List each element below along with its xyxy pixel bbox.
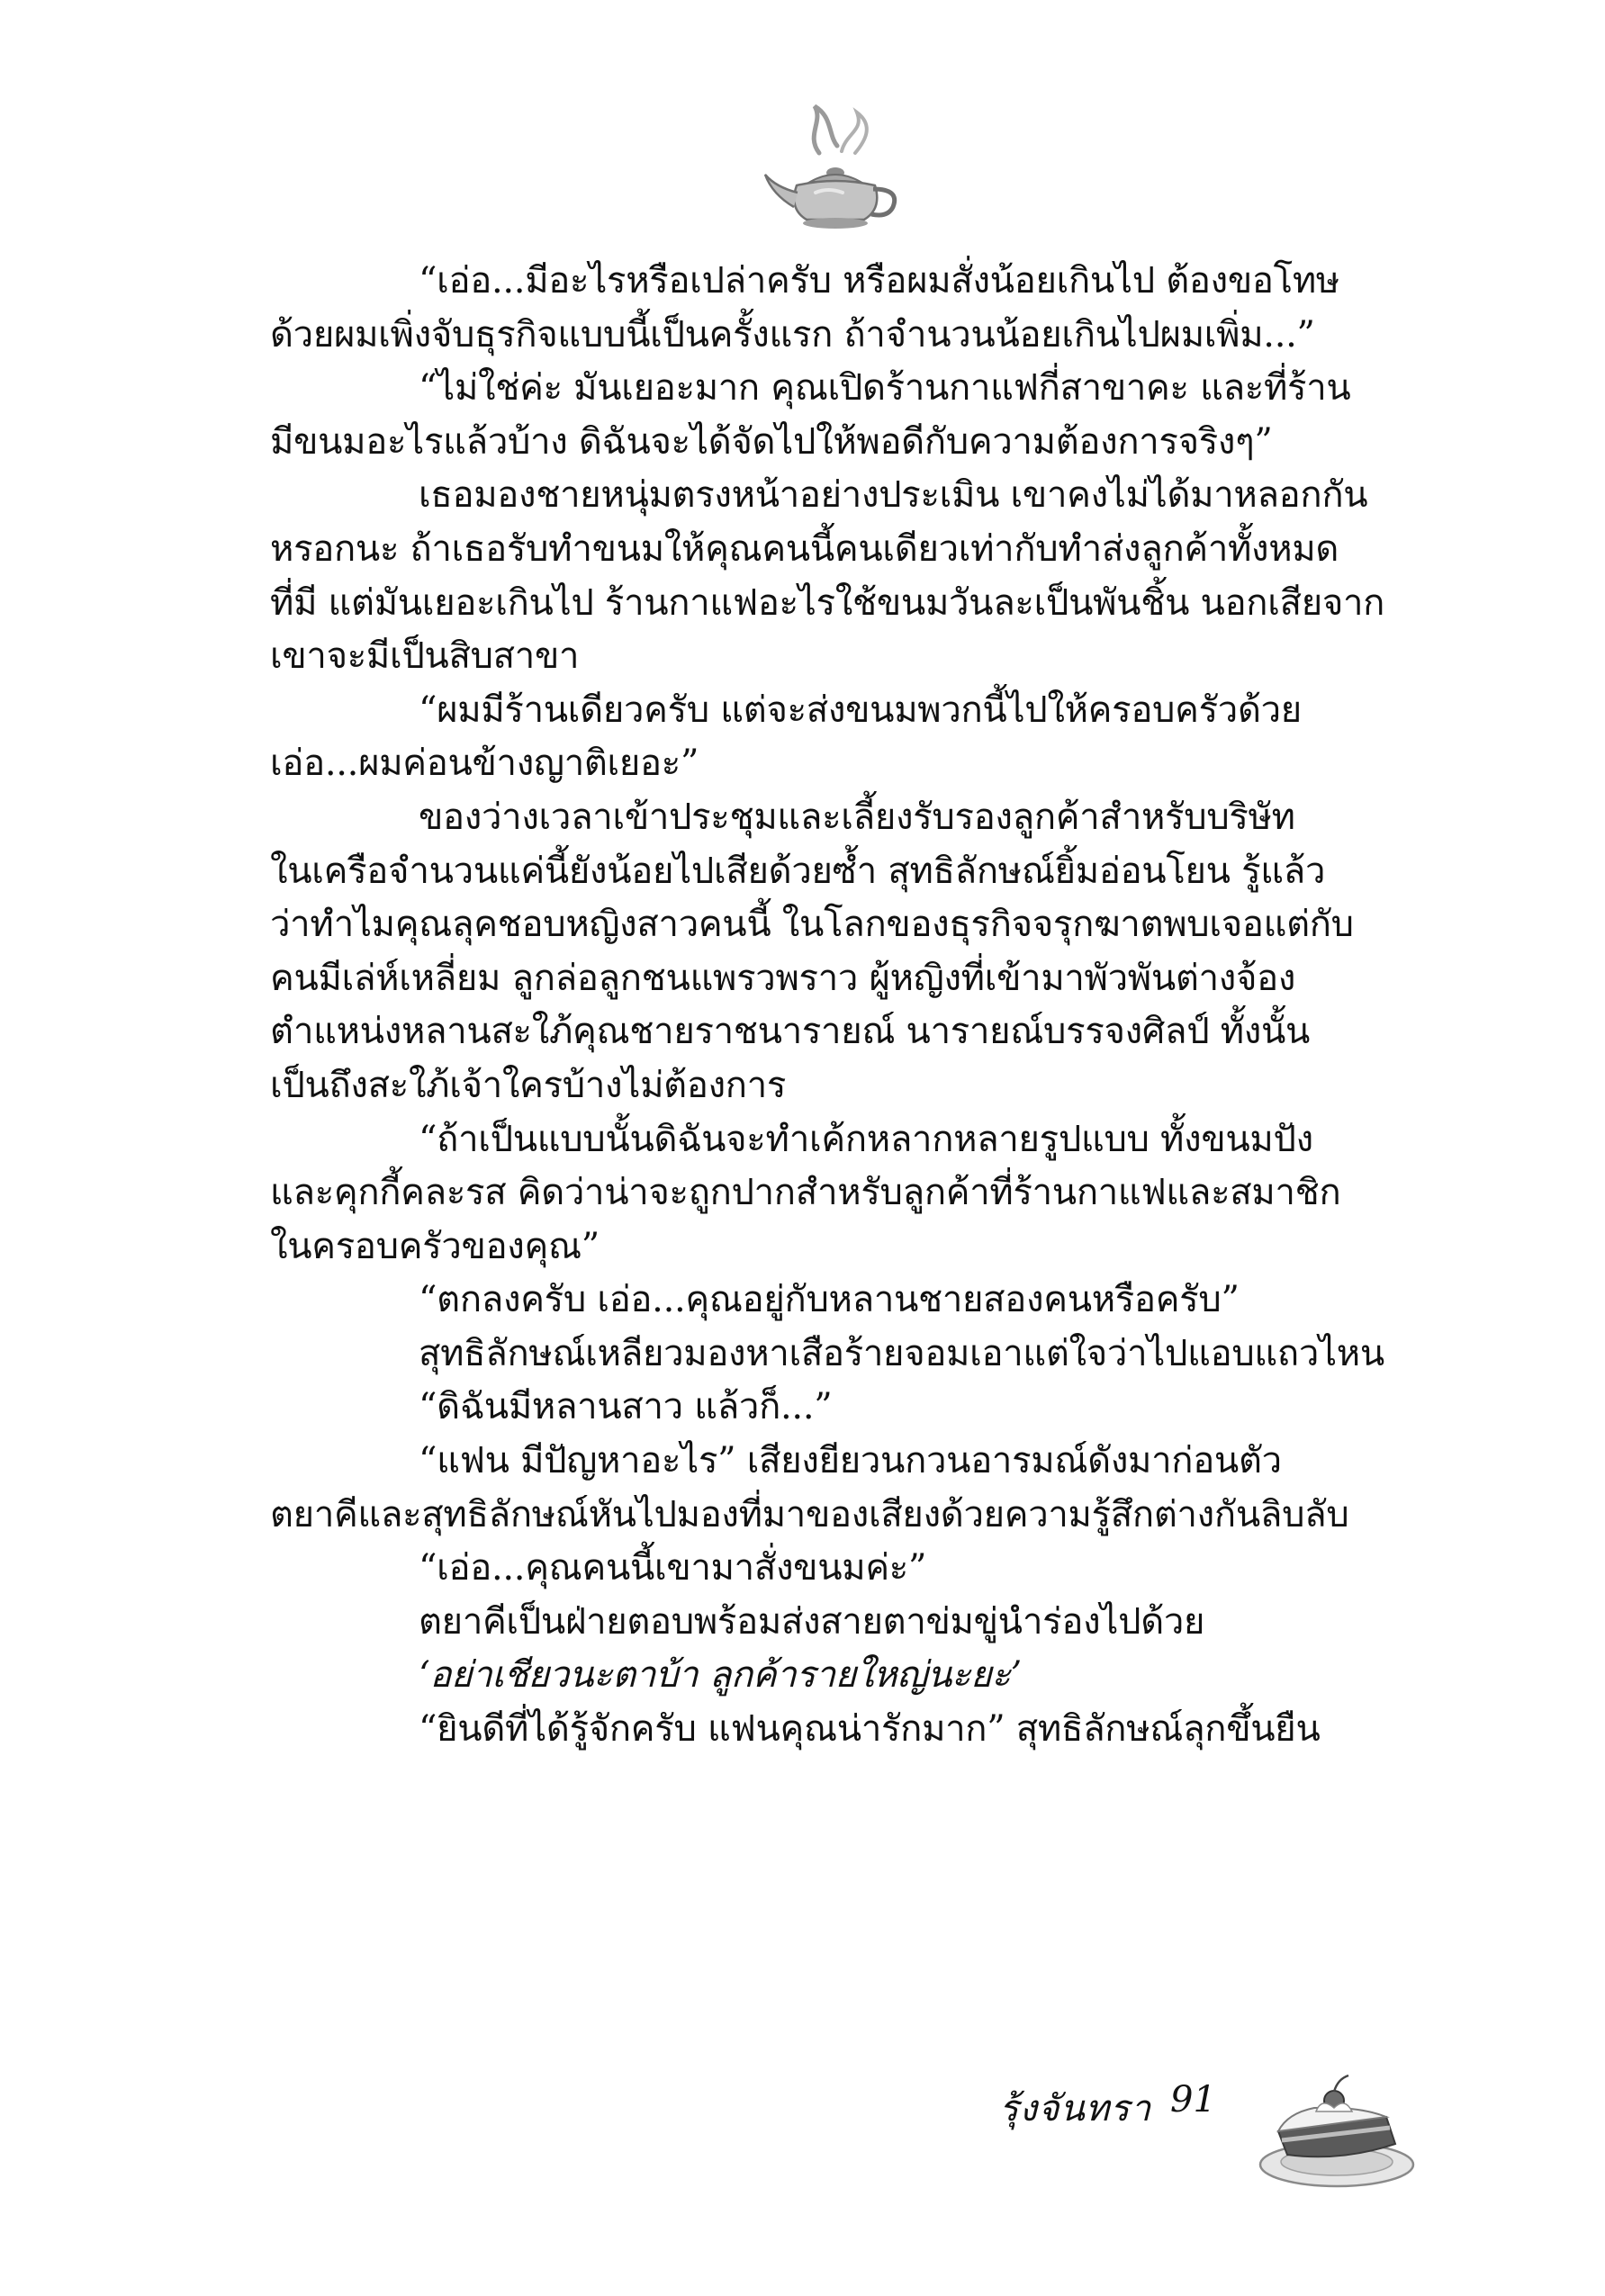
paragraph-line: ด้วยผมเพิ่งจับธุรกิจแบบนี้เป็นครั้งแรก ถ้าจำนวนน้อยเกินไปผมเพิ่ม...” [270, 313, 1315, 356]
paragraph-first-line: สุทธิลักษณ์เหลียวมองหาเสือร้ายจอมเอาแต่ใจว่าไปแอบแถวไหน [419, 1332, 1384, 1374]
paragraph-first-line: ‘อย่าเชียวนะตาบ้า ลูกค้ารายใหญ่นะยะ’ [419, 1654, 1022, 1697]
paragraph-first-line: “เอ่อ...คุณคนนี้เขามาสั่งขนมค่ะ” [419, 1547, 927, 1589]
paragraph-first-line: “ถ้าเป็นแบบนั้นดิฉันจะทำเค้กหลากหลายรูปแบบ ทั้งขนมปัง [419, 1118, 1313, 1160]
paragraph-first-line: “แฟน มีปัญหาอะไร” เสียงยียวนกวนอารมณ์ดังมาก่อนตัว [419, 1440, 1282, 1482]
body-text [270, 255, 1395, 1757]
teapot-ornament-icon [756, 99, 909, 234]
paragraph-line: หรอกนะ ถ้าเธอรับทำขนมให้คุณคนนี้คนเดียวเท่ากับทำส่งลูกค้าทั้งหมด [270, 527, 1339, 570]
paragraph-first-line: “ยินดีที่ได้รู้จักครับ แฟนคุณน่ารักมาก” สุทธิลักษณ์ลุกขึ้นยืน [419, 1708, 1321, 1751]
paragraph-line: ในเครือจำนวนแค่นี้ยังน้อยไปเสียด้วยซ้ำ สุทธิลักษณ์ยิ้มอ่อนโยน รู้แล้ว [270, 850, 1326, 892]
paragraph-line: และคุกกี้คละรส คิดว่าน่าจะถูกปากสำหรับลูกค้าที่ร้านกาแฟและสมาชิก [270, 1172, 1341, 1214]
paragraph-line: เอ่อ...ผมค่อนข้างญาติเยอะ” [270, 743, 699, 785]
page-number: 91 [1170, 2079, 1216, 2120]
paragraph-first-line: ของว่างเวลาเข้าประชุมและเลี้ยงรับรองลูกค้าสำหรับบริษัท [419, 796, 1295, 838]
paragraph-first-line: “ผมมีร้านเดียวครับ แต่จะส่งขนมพวกนี้ไปให้ครอบครัวด้วย [419, 689, 1302, 731]
paragraph-first-line: “ไม่ใช่ค่ะ มันเยอะมาก คุณเปิดร้านกาแฟกี่สาขาคะ และที่ร้าน [419, 367, 1351, 410]
cake-slice-ornament-icon [1251, 2061, 1422, 2196]
paragraph-line: มีขนมอะไรแล้วบ้าง ดิฉันจะได้จัดไปให้พอดีกับความต้องการจริงๆ” [270, 420, 1273, 463]
paragraph-first-line: “ดิฉันมีหลานสาว แล้วก็...” [419, 1386, 833, 1428]
paragraph-first-line: “ตกลงครับ เอ่อ...คุณอยู่กับหลานชายสองคนหรือครับ” [419, 1279, 1240, 1321]
paragraph-line: ในครอบครัวของคุณ” [270, 1225, 600, 1267]
author-name: รุ้งจันทรา [999, 2088, 1152, 2129]
paragraph-line: เขาจะมีเป็นสิบสาขา [270, 635, 580, 678]
paragraph-first-line: เธอมองชายหนุ่มตรงหน้าอย่างประเมิน เขาคงไม่ได้มาหลอกกัน [419, 474, 1368, 517]
paragraph-line: คนมีเล่ห์เหลี่ยม ลูกล่อลูกชนแพรวพราว ผู้หญิงที่เข้ามาพัวพันต่างจ้อง [270, 957, 1296, 999]
page-footer [0, 2061, 1605, 2196]
paragraph-line: ที่มี แต่มันเยอะเกินไป ร้านกาแฟอะไรใช้ขนมวันละเป็นพันชิ้น นอกเสียจาก [270, 581, 1385, 624]
paragraph-first-line: “เอ่อ...มีอะไรหรือเปล่าครับ หรือผมสั่งน้อยเกินไป ต้องขอโทษ [419, 260, 1339, 302]
paragraph-first-line: ตยาคีเป็นฝ่ายตอบพร้อมส่งสายตาข่มขู่นำร่องไปด้วย [419, 1600, 1205, 1643]
paragraph-line: เป็นถึงสะใภ้เจ้าใครบ้างไม่ต้องการ [270, 1064, 787, 1106]
paragraph-line: ตำแหน่งหลานสะใภ้คุณชายราชนารายณ์ นารายณ์บรรจงศิลป์ ทั้งนั้น [270, 1011, 1311, 1053]
paragraph-line: ตยาคีและสุทธิลักษณ์หันไปมองที่มาของเสียงด้วยความรู้สึกต่างกันลิบลับ [270, 1493, 1349, 1535]
paragraph-line: ว่าทำไมคุณลุคชอบหญิงสาวคนนี้ ในโลกของธุรกิจจรุกฆาตพบเจอแต่กับ [270, 904, 1354, 946]
